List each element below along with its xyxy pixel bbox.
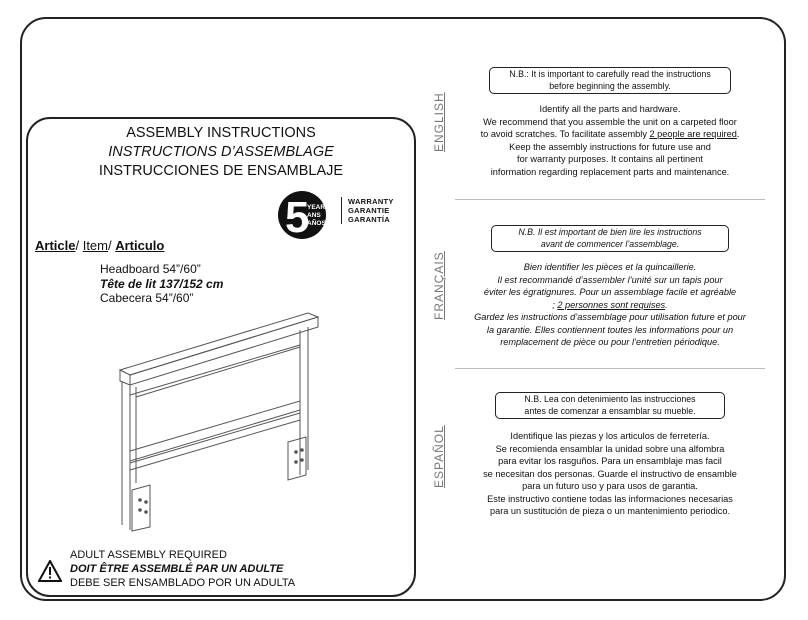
spanish-line: Este instructivo contiene todas las informaciones necesarias [487,493,733,504]
warranty-fr: GARANTIE [348,206,390,215]
english-line: to avoid scratches. To facilitate assembly [480,129,650,139]
title-fr: INSTRUCTIONS D’ASSEMBLAGE [108,144,334,160]
english-people-required: 2 people are required [649,129,737,139]
adult-es: DEBE SER ENSAMBLADO POR UN ADULTA [70,577,296,589]
spanish-line: para un futuro uso y para usos de garantia. [522,481,698,491]
warning-icon [38,560,62,582]
french-line: éviter les égratignures. Pour un assemblage facile et agréable [483,287,737,297]
badge-years-fr: ANS [307,212,321,219]
spanish-note-line-1: N.B. Lea con detenimiento las instrucciones [524,394,696,404]
warranty-label [341,197,394,224]
warranty-es: GARANTÍA [348,215,390,224]
badge-number: 5 [285,193,310,242]
french-note-line-2: avant de commencer l’assemblage. [540,238,680,249]
english-line: for warranty purposes. It contains all pertinent [517,154,703,164]
title-en: ASSEMBLY INSTRUCTIONS [126,125,316,141]
spanish-line: para un sustitución de pieza o un mantenimiento periodico. [489,506,731,516]
english-note-box [489,67,731,94]
spanish-label: ESPAÑOL [432,425,446,488]
adult-fr: DOIT ÊTRE ASSEMBLÉ PAR UN ADULTE [70,563,284,575]
french-body [455,261,765,349]
adult-assembly-notice [70,548,295,590]
french-note-line-1: N.B. Il est important de bien lire les instructions [518,227,702,237]
title-es: INSTRUCCIONES DE ENSAMBLAJE [98,163,344,179]
product-specs [100,262,223,306]
spec-es: Cabecera 54”/60” [100,291,194,305]
spanish-line: se necesitan dos personas. Guarde el instructivo de ensamble [483,468,737,479]
french-line: Gardez les instructions d’assemblage pour utilisation future et pour [474,312,746,322]
french-line: remplacement de pièce ou pour l’entretien périodique. [500,337,720,347]
french-line: la garantie. Elles contiennent toutes les informations pour un [486,324,734,335]
spanish-line: Se recomienda ensamblar la unidad sobre una alfombra [495,443,725,454]
spanish-line: para evitar los rasguños. Para un ensamblaje mas facil [498,456,722,466]
spanish-line: Identifique las piezas y los articulos de ferretería. [510,431,710,441]
french-label: FRANÇAIS [432,251,446,320]
french-line: Il est recommandé d’assembler l’unité sur un tapis pour [497,274,723,285]
english-line: Identify all the parts and hardware. [539,104,681,114]
article-sep-1: / [75,238,83,253]
article-sep-2: / [108,238,116,253]
divider [455,368,765,369]
article-fr: Item [82,238,108,253]
english-note-line-2: before beginning the assembly. [549,80,671,91]
english-line-end: . [736,129,740,139]
english-note-line-1: N.B.: It is important to carefully read the instructions [509,69,711,79]
badge-years-en: YEARS [307,204,330,211]
article-en: Article [35,238,76,253]
spec-fr: Tête de lit 137/152 cm [100,276,224,291]
headboard-illustration [110,305,325,545]
english-line: We recommend that you assemble the unit on a carpeted floor [483,116,737,127]
article-es: Articulo [115,238,165,253]
french-note-box [491,225,729,252]
french-line-end: . [665,299,668,310]
english-label: ENGLISH [432,92,446,152]
article-heading [35,238,164,253]
spec-en: Headboard 54”/60” [100,262,201,276]
warranty-en: WARRANTY [348,197,394,206]
adult-en: ADULT ASSEMBLY REQUIRED [70,549,227,561]
badge-years-es: AÑOS [307,220,326,227]
five-year-badge-icon [276,188,342,244]
spanish-body [455,430,765,518]
english-line: information regarding replacement parts and maintenance. [490,166,730,177]
french-line-start: ; [552,299,558,310]
french-line: Bien identifier les pièces et la quincaillerie. [523,262,697,272]
spanish-note-line-2: antes de comenzar a ensamblar su mueble. [524,405,696,416]
english-line: Keep the assembly instructions for future use and [509,141,711,152]
french-people-required: 2 personnes sont requises [557,299,666,310]
divider [455,199,765,200]
spanish-note-box [495,392,725,419]
english-body [455,103,765,178]
